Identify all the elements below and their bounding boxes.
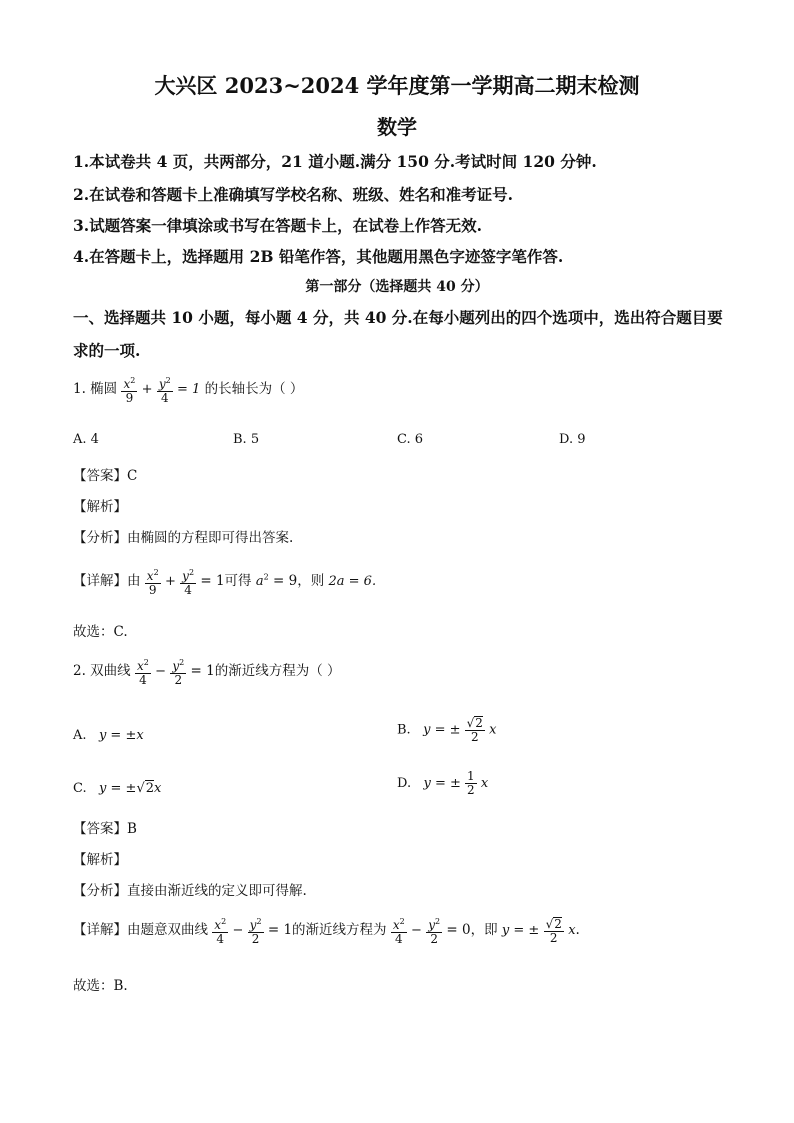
q1-option-c: C. 6 <box>397 432 424 447</box>
fraction-x2-over-9: $\frac{x^2}{9}$ <box>123 376 136 405</box>
page-title: 大兴区 2023~2024 学年度第一学期高二期末检测 <box>154 73 640 98</box>
q1-option-b: B. 5 <box>233 432 260 447</box>
subject-title: 数学 <box>377 115 417 139</box>
equals-one: = 1 <box>177 382 201 397</box>
q1-option-a: A. 4 <box>73 432 99 447</box>
note-1: 1.本试卷共 4 页，共两部分，21 道小题.满分 150 分.考试时间 120 分钟. <box>73 152 597 171</box>
q2-option-b: B. y = ± $\frac{√2}{2}$ x <box>397 716 497 744</box>
q1-option-d: D. 9 <box>559 432 586 447</box>
q2-option-d: D. y = ± $\frac{1}{2}$ x <box>397 769 489 797</box>
q2-answer: 【答案】B <box>73 821 137 837</box>
question-2: 2. 双曲线 $\frac{x^2}{4}$ − $\frac{y^2}{2}$ = 1的渐近线方程为（ ） <box>73 658 341 687</box>
question-1 <box>73 374 303 405</box>
question-1-suffix: 的长轴长为（ ） <box>204 381 304 397</box>
section-one-line2: 求的一项. <box>73 341 141 360</box>
q1-fenxi: 【分析】由椭圆的方程即可得出答案. <box>73 530 294 546</box>
q1-analysis-label: 【解析】 <box>73 499 127 515</box>
q2-analysis-label: 【解析】 <box>73 852 127 868</box>
note-2: 2.在试卷和答题卡上准确填写学校名称、班级、姓名和准考证号. <box>73 185 514 204</box>
q1-conclusion: 故选：C. <box>73 624 128 640</box>
q2-option-a: A. y = ±x <box>73 728 144 743</box>
note-4: 4.在答题卡上，选择题用 2B 铅笔作答，其他题用黑色字迹签字笔作答. <box>73 247 564 266</box>
question-2-prefix: 2. 双曲线 <box>73 663 131 679</box>
plus-sign: + <box>141 382 153 397</box>
fraction-y2-over-4: $\frac{y^2}{4}$ <box>158 376 171 405</box>
q2-conclusion: 故选：B. <box>73 978 128 994</box>
part-one-heading: 第一部分（选择题共 40 分） <box>305 279 489 295</box>
question-1-prefix: 1. 椭圆 <box>73 381 118 397</box>
q2-detail: 【详解】由题意双曲线 $\frac{x^2}{4}$ − $\frac{y^2}{2}$ = 1的渐近线方程为 $\frac{x^2}{4}$ − $\frac{y^2}{2}$ = 0，即 y = ± $\frac{√2}{2}$ x. <box>73 916 580 946</box>
q2-option-c: C. y = ±√2x <box>73 781 162 796</box>
q2-fenxi: 【分析】直接由渐近线的定义即可得解. <box>73 883 307 899</box>
question-2-suffix: = 1的渐近线方程为（ ） <box>190 663 341 679</box>
q1-detail: 【详解】由 $\frac{x^2}{9}$ + $\frac{y^2}{4}$ = 1可得 $a^2 = 9$，则 2a = 6. <box>73 568 377 597</box>
section-one-line1: 一、选择题共 10 小题，每小题 4 分，共 40 分.在每小题列出的四个选项中，选出符合题目要 <box>73 308 723 327</box>
note-3: 3.试题答案一律填涂或书写在答题卡上，在试卷上作答无效. <box>73 216 483 235</box>
q1-answer: 【答案】C <box>73 468 138 484</box>
